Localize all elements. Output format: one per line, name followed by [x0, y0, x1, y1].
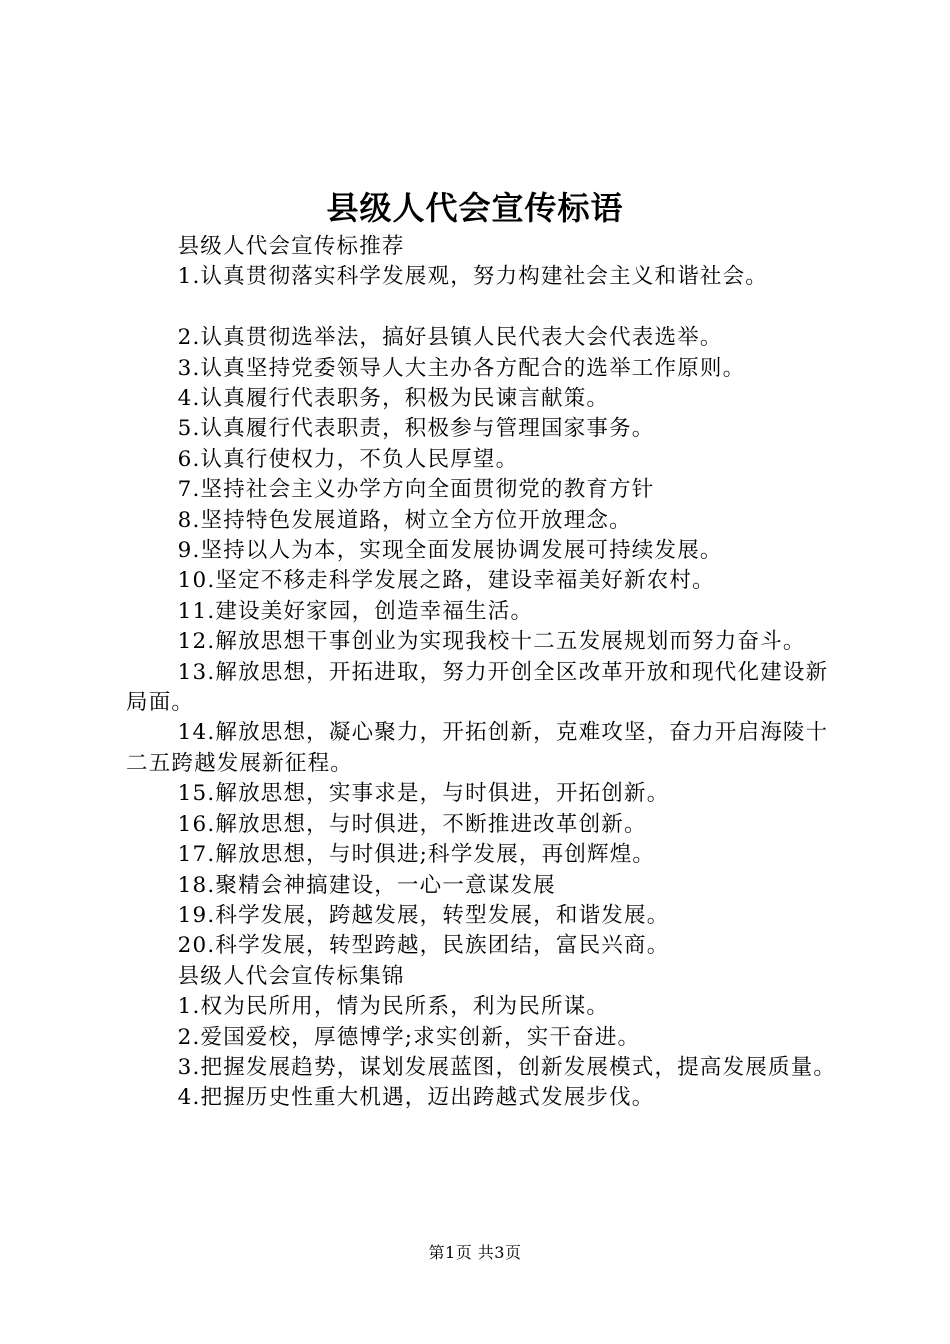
slogan-line: 2.认真贯彻选举法，搞好县镇人民代表大会代表选举。 [177, 325, 723, 351]
slogan-line: 1.认真贯彻落实科学发展观，努力构建社会主义和谐社会。 [177, 264, 769, 290]
slogan-line: 17.解放思想，与时俱进;科学发展，再创辉煌。 [177, 842, 656, 868]
slogan-line: 7.坚持社会主义办学方向全面贯彻党的教育方针 [177, 477, 655, 503]
slogan-line: 4.把握历史性重大机遇，迈出跨越式发展步伐。 [177, 1085, 655, 1111]
slogan-line: 15.解放思想，实事求是，与时俱进，开拓创新。 [177, 781, 670, 807]
slogan-line: 14.解放思想，凝心聚力，开拓创新，克难攻坚，奋力开启海陵十二五跨越发展新征程。 [126, 720, 829, 776]
slogan-line: 8.坚持特色发展道路，树立全方位开放理念。 [177, 507, 632, 533]
slogan-line: 13.解放思想，开拓进取，努力开创全区改革开放和现代化建设新局面。 [126, 659, 829, 716]
section-heading-recommend: 县级人代会宣传标推荐 [177, 234, 405, 259]
document-body [126, 232, 838, 1114]
slogan-line: 11.建设美好家园，创造幸福生活。 [177, 598, 534, 624]
slogan-line: 4.认真履行代表职务，积极为民谏言献策。 [177, 386, 610, 412]
page-footer: 第1页 共3页 [428, 1243, 522, 1262]
slogan-line: 9.坚持以人为本，实现全面发展协调发展可持续发展。 [177, 538, 723, 564]
slogan-line: 16.解放思想，与时俱进，不断推进改革创新。 [177, 811, 647, 837]
slogan-line: 6.认真行使权力，不负人民厚望。 [177, 446, 519, 472]
document-title: 县级人代会宣传标语 [326, 189, 624, 227]
slogan-line: 1.权为民所用，情为民所系，利为民所谋。 [177, 994, 610, 1020]
slogan-line: 18.聚精会神搞建设，一心一意谋发展 [177, 872, 556, 898]
slogan-line: 2.爱国爱校，厚德博学;求实创新，实干奋进。 [177, 1024, 641, 1050]
slogan-line: 20.科学发展，转型跨越，民族团结，富民兴商。 [177, 933, 670, 959]
slogan-line: 3.认真坚持党委领导人大主办各方配合的选举工作原则。 [177, 355, 746, 381]
section-heading-collection: 县级人代会宣传标集锦 [177, 963, 405, 989]
slogan-line: 12.解放思想干事创业为实现我校十二五发展规划而努力奋斗。 [177, 629, 806, 655]
slogan-line: 3.把握发展趋势，谋划发展蓝图，创新发展模式，提高发展质量。 [177, 1054, 837, 1080]
slogan-line: 19.科学发展，跨越发展，转型发展，和谐发展。 [177, 902, 670, 928]
slogan-line: 5.认真履行代表职责，积极参与管理国家事务。 [177, 416, 655, 442]
slogan-line: 10.坚定不移走科学发展之路，建设幸福美好新农村。 [177, 568, 715, 594]
